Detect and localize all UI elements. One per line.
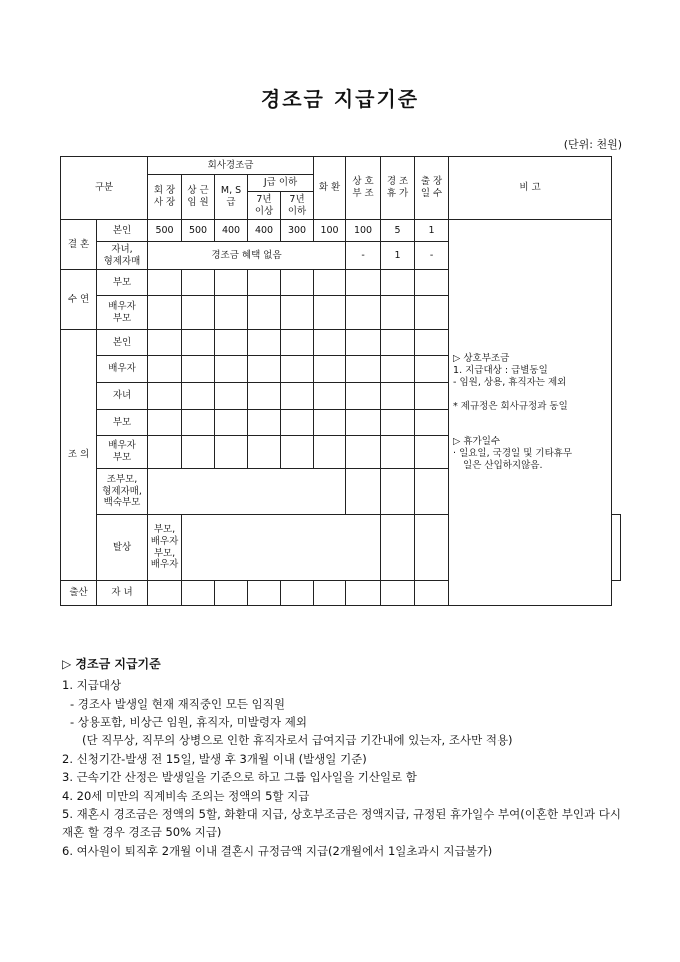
page-title: 경조금 지급기준 (260, 87, 420, 111)
marriage-self-value: 100 (314, 220, 346, 242)
remarks-line: ▷ 휴가일수 (453, 436, 501, 448)
marriage-self-value: 100 (346, 220, 381, 242)
header-over7: 7년 이상 (248, 192, 281, 220)
criteria-line: 1. 지급대상 (62, 678, 122, 693)
row-label: 자 녀 (97, 581, 148, 606)
birth-label: 출산 (61, 581, 97, 606)
marriage-self-value: 500 (182, 220, 215, 242)
criteria-line: 3. 근속기간 산정은 발생일을 기준으로 하고 그룹 입사일을 기산일로 함 (62, 770, 417, 785)
remarks-line (453, 389, 607, 401)
marriage-self-label: 본인 (97, 220, 148, 242)
remarks-line: 1. 지급대상 : 급별동일 (453, 365, 548, 376)
header-chairman: 회 장 사 장 (148, 175, 182, 220)
marriage-child-attend: - (415, 242, 449, 270)
criteria-line: - 상용포함, 비상근 임원, 휴직자, 미발령자 제외 (70, 714, 308, 729)
row-label: 배우자 (97, 356, 148, 383)
remarks-cell (449, 220, 612, 606)
header-remarks: 비 고 (449, 157, 612, 220)
marriage-self-value: 500 (148, 220, 182, 242)
remarks-line: - 임원, 상용, 휴직자는 제외 (453, 376, 567, 388)
condolence-label: 조 의 (61, 330, 97, 581)
remarks-line: · 일요일, 국경일 및 기타휴무 (453, 448, 573, 460)
marriage-self-value: 400 (215, 220, 248, 242)
marriage-self-value: 1 (415, 220, 449, 242)
header-wreath: 화 환 (314, 157, 346, 220)
marriage-self-value: 5 (381, 220, 415, 242)
row-label: 조부모, 형제자매, 백숙부모 (97, 469, 148, 515)
criteria-line: (단 직무상, 직무의 상병으로 인한 휴직자로서 급여지급 기간내에 있는자, 조사만 적용) (82, 733, 513, 748)
row-label: 배우자 부모 (97, 436, 148, 469)
header-gubun: 구분 (61, 157, 148, 220)
marriage-self-value: 300 (281, 220, 314, 242)
row-label: 배우자 부모 (97, 296, 148, 330)
row-label: 부모, 배우자 부모, 배우자 (148, 515, 182, 581)
remarks-line: ▷ 상호부조금 (453, 353, 510, 365)
criteria-line: - 경조사 발생일 현재 재직중인 모든 임직원 (70, 696, 285, 711)
criteria-line: 4. 20세 미만의 직계비속 조의는 정액의 5할 지급 (62, 788, 310, 803)
marriage-child-leave: 1 (381, 242, 415, 270)
criteria-line: 2. 신청기간-발생 전 15일, 발생 후 3개월 이내 (발생일 기준) (62, 751, 367, 766)
header-attend: 출 장 일 수 (415, 157, 449, 220)
marriage-child-note: 경조금 혜택 없음 (148, 242, 346, 270)
header-under7: 7년 이하 (281, 192, 314, 220)
header-company-group: 회사경조금 (148, 157, 314, 175)
row-label: 부모 (97, 270, 148, 296)
header-jgrade: J급 이하 (248, 175, 314, 192)
header-mutual: 상 호 부 조 (346, 157, 381, 220)
criteria-line: 6. 여사원이 퇴직후 2개월 이내 결혼시 규정금액 지급(2개월에서 1일초과시 지급불가) (62, 843, 493, 858)
remarks-line (453, 424, 607, 436)
remarks-line: * 제규정은 회사규정과 동일 (453, 400, 568, 412)
marriage-child-mutual: - (346, 242, 381, 270)
header-ms: M, S 급 (215, 175, 248, 220)
criteria-heading: ▷ 경조금 지급기준 (62, 657, 161, 671)
criteria-line: 5. 재혼시 경조금은 정액의 5할, 화환대 지급, 상호부조금은 정액지급, 규정된 휴가일수 부여(이혼한 부인과 다시 재혼 할 경우 경조금 50% 지급) (62, 806, 621, 840)
row-label: 본인 (97, 330, 148, 356)
marriage-self-value: 400 (248, 220, 281, 242)
marriage-child-label: 자녀, 형제자매 (97, 242, 148, 270)
remarks-line (453, 413, 607, 425)
memorial-label: 탈상 (97, 515, 148, 581)
allowance-table (60, 156, 621, 606)
marriage-label: 결 혼 (61, 220, 97, 270)
remarks-line: 일은 산입하지않음. (463, 460, 543, 471)
sixty-label: 수 연 (61, 270, 97, 330)
row-label: 부모 (97, 410, 148, 436)
row-label: 자녀 (97, 383, 148, 410)
criteria-section (62, 655, 632, 860)
header-exec: 상 근 임 원 (182, 175, 215, 220)
header-leave: 경 조 휴 가 (381, 157, 415, 220)
unit-label: (단위: 천원) (563, 138, 622, 151)
